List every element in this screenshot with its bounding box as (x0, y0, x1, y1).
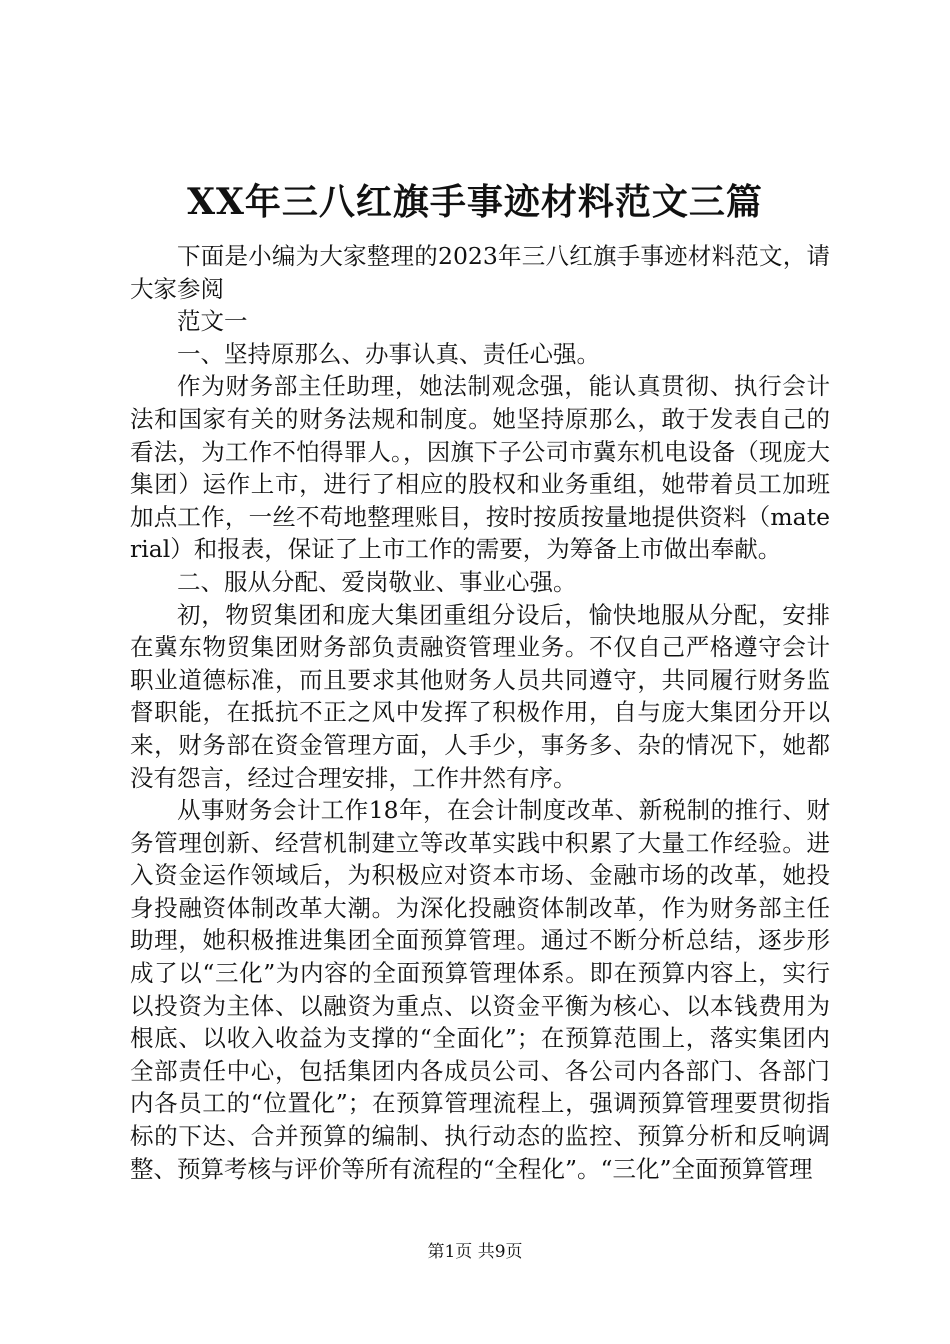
document-body (130, 240, 830, 1185)
page-footer: 第1页 共9页 (427, 1242, 523, 1262)
paragraph-section-two-body: 初，物贸集团和庞大集团重组分设后，愉快地服从分配，安排在冀东物贸集团财务部负责融资管理业务。不仅自己严格遵守会计职业道德标准，而且要求其他财务人员共同遵守，共同履行财务监督职能，在抵抗不正之风中发挥了积极作用，自与庞大集团分开以来，财务部在资金管理方面，人手少，事务多、杂的情况下，她都没有怨言，经过合理安排，工作井然有序。 (130, 600, 830, 792)
paragraph-sample-heading: 范文一 (177, 307, 248, 336)
paragraph-intro: 下面是小编为大家整理的2023年三八红旗手事迹材料范文，请大家参阅 (130, 242, 830, 303)
paragraph-section-two-heading: 二、服从分配、爱岗敬业、事业心强。 (177, 567, 577, 596)
paragraph-experience: 从事财务会计工作18年，在会计制度改革、新税制的推行、财务管理创新、经营机制建立等改革实践中积累了大量工作经验。进入资金运作领域后，为积极应对资本市场、金融市场的改革，她投身投融资体制改革大潮。为深化投融资体制改革，作为财务部主任助理，她积极推进集团全面预算管理。通过不断分析总结，逐步形成了以“三化”为内容的全面预算管理体系。即在预算内容上，实行以投资为主体、以融资为重点、以资金平衡为核心、以本钱费用为根底、以收入收益为支撑的“全面化”；在预算范围上，落实集团内全部责任中心，包括集团内各成员公司、各公司内各部门、各部门内各员工的“位置化”；在预算管理流程上，强调预算管理要贯彻指标的下达、合并预算的编制、执行动态的监控、预算分析和反响调整、预算考核与评价等所有流程的“全程化”。“三化”全面预算管理 (130, 796, 830, 1183)
paragraph-section-one-heading: 一、坚持原那么、办事认真、责任心强。 (177, 339, 600, 368)
paragraph-section-one-body: 作为财务部主任助理，她法制观念强，能认真贯彻、执行会计法和国家有关的财务法规和制度。她坚持原那么，敢于发表自己的看法，为工作不怕得罪人。，因旗下子公司市冀东机电设备（现庞大集团）运作上市，进行了相应的股权和业务重组，她带着员工加班加点工作，一丝不苟地整理账目，按时按质按量地提供资料（material）和报表，保证了上市工作的需要，为筹备上市做出奉献。 (130, 372, 830, 564)
document-title: XX年三八红旗手事迹材料范文三篇 (187, 181, 763, 223)
